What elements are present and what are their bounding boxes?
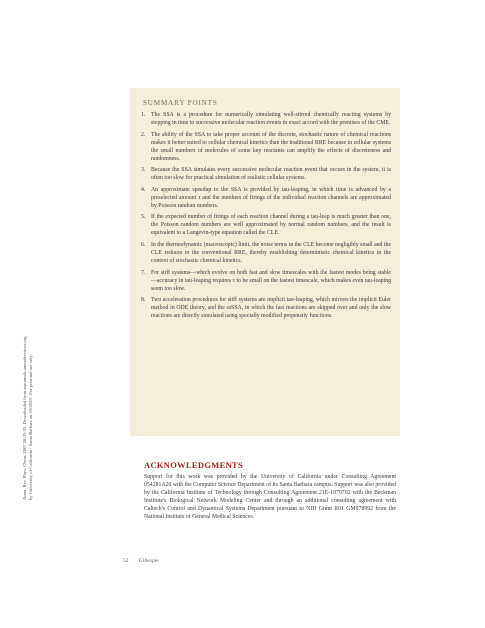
summary-point-text: An approximate speedup to the SSA is provided by tau-leaping, in which time is advanced by a preselected amount τ and the numbers of firings of the individual reaction channels are approximated by Poisson random numbers.	[151, 186, 391, 209]
summary-point-text: If the expected number of firings of each reaction channel during a tau-leap is much greater than one, the Poisson random numbers are well approximated by normal random numbers, and the result is equivalent to a Langevin-type equation called the CLE.	[151, 214, 391, 237]
download-notice-line-2: by University of California - Santa Barbara on 03/20/07. For personal use only.	[28, 354, 33, 500]
summary-point-text: The ability of the SSA to take proper account of the discrete, stochastic nature of chemical reactions makes it better suited to cellular chemical kinetics than the traditional RRE because in cellular systems the small numbers of molecules of some key reactants can amplify the effects of discreteness and randomness.	[151, 131, 391, 162]
summary-points-list	[141, 111, 391, 324]
acknowledgments-heading: ACKNOWLEDGMENTS	[144, 461, 244, 470]
summary-point-number: 1.	[141, 112, 146, 118]
summary-point-number: 2.	[141, 131, 146, 138]
summary-point-text: In the thermodynamic (macroscopic) limit, the noise terms in the CLE become negligibly small and the CLE reduces to the conventional RRE, thereby establishing deterministic chemical kinetics in the context of stochastic chemical kinetics.	[151, 241, 391, 264]
summary-point	[141, 131, 391, 163]
summary-point-text: Because the SSA simulates every successive molecular reaction event that occurs in the system, it is often too slow for practical simulation of realistic cellular systems.	[151, 167, 391, 182]
summary-point	[141, 111, 391, 127]
summary-point	[141, 213, 391, 237]
summary-point	[141, 241, 391, 265]
page-number: 52	[123, 558, 129, 564]
summary-point	[141, 269, 391, 293]
acknowledgments-body: Support for this work was provided by the University of California under Consulting Agreement 054281A20 with the Computer Science Department of its Santa Barbara campus. Support was also provided by the California Institute of Technology through Consulting Agreement 21E-1079702 with the Beckman Institute's Biological Network Modeling Center and through an additional consulting agreement with Caltech's Control and Dynamical Systems Department pursuant to NIH Grant R01 GM078992 from the National Institute of General Medical Sciences.	[144, 474, 396, 521]
summary-point-number: 6.	[141, 241, 146, 248]
summary-point-number: 7.	[141, 269, 146, 276]
summary-point-text: Two acceleration procedures for stiff systems are implicit tau-leaping, which mirrors the implicit Euler method in ODE theory, and the ssSSA, in which the fast reactions are skipped over and only the slow reactions are directly simulated using specially modified propensity functions.	[151, 297, 391, 320]
summary-point-number: 5.	[141, 214, 146, 221]
summary-point-number: 8.	[141, 297, 146, 304]
summary-point	[141, 166, 391, 182]
summary-point-text: The SSA is a procedure for numerically simulating well-stirred chemically reacting systems by stepping in time to successive molecular reaction events in exact accord with the premises of the CME.	[151, 112, 391, 126]
running-author: Gillespie	[138, 558, 159, 564]
summary-points-title: SUMMARY POINTS	[143, 99, 218, 107]
download-notice-line-1: Annu. Rev. Phys. Chem. 2007.58:35-55. Downloaded from arjournals.annualreviews.org	[22, 336, 27, 500]
summary-point-number: 3.	[141, 167, 146, 174]
summary-point-number: 4.	[141, 186, 146, 193]
download-notice	[22, 180, 50, 500]
summary-point	[141, 296, 391, 320]
summary-point	[141, 186, 391, 210]
summary-point-text: For stiff systems—which evolve on both fast and slow timescales with the fastest modes being stable—accuracy in tau-leaping requires τ to be small on the fastest timescale, which makes even tau-leaping seem too slow.	[151, 269, 391, 292]
page-footer	[123, 558, 159, 564]
